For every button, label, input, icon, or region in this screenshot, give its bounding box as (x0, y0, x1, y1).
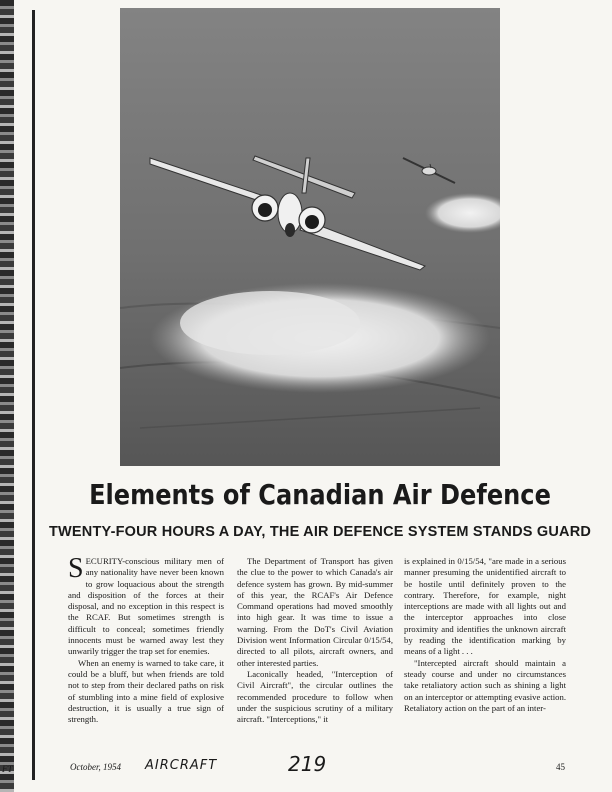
article-headline: Elements of Canadian Air Defence (89, 478, 551, 511)
handwritten-number: 219 (288, 752, 327, 776)
page-number: 45 (556, 762, 565, 772)
paragraph: is explained in 0/15/54, "are made in a serious manner presuming the unidentified aircraft to be hostile until definitely proven to the contrary. Therefore, for example, night interceptions are made with all lights out and the interceptor approaches into close proximity and identifies the unknown aircraft by reading the identification marking by means of a light . . . (404, 556, 566, 657)
text-column-1 (68, 553, 224, 725)
footer-date: October, 1954 (70, 762, 121, 772)
footer-left-fragment: FT (2, 764, 13, 774)
aircraft-photo (120, 8, 500, 466)
paragraph: The Department of Transport has given the clue to the power to which Canada's air defence system has grown. By mid-summer of this year, the RCAF's Air Defence Command operations had moved smoothly into high gear. It was time to issue a warning. From the DoT's Civil Aviation Division went Information Circular 0/15/54, directed to all pilots, aircraft owners, and other interested parties. (237, 556, 393, 668)
article-subheadline: TWENTY-FOUR HOURS A DAY, THE AIR DEFENCE SYSTEM STANDS GUARD (48, 524, 592, 540)
aircraft-illustration (120, 8, 500, 466)
drop-cap: S (68, 553, 84, 584)
paragraph: Laconically headed, "Interception of Civil Aircraft", the circular outlines the recommended procedure to follow when under the suspicious scrutiny of a military aircraft. "Interceptions," it (237, 668, 393, 725)
text-column-3 (404, 556, 566, 714)
adjacent-page-photo-strip (0, 0, 14, 792)
vertical-rule (32, 10, 35, 780)
paragraph: SECURITY-conscious military men of any nationality have never been known to grow loquacious about the strength and disposition of the forces at their disposal, and no exception in this respect is the RCAF. But sometimes strength is difficult to conceal; sometimes friendly innocents must be warned away lest they unwarily trigger the trap set for enemies. (68, 553, 224, 657)
paragraph: "Intercepted aircraft should maintain a steady course and under no circumstances take retaliatory action such as shining a light on an interceptor or attempting evasive action. Retaliatory action on the part of an inter- (404, 657, 566, 713)
handwritten-title: AIRCRAFT (145, 758, 218, 773)
text-column-2 (237, 556, 393, 725)
paragraph: When an enemy is warned to take care, it could be a bluff, but when friends are told not to step from their declared paths on risk of stumbling into a mine field of explosive destruction, it is usually a true sign of strength. (68, 657, 224, 725)
